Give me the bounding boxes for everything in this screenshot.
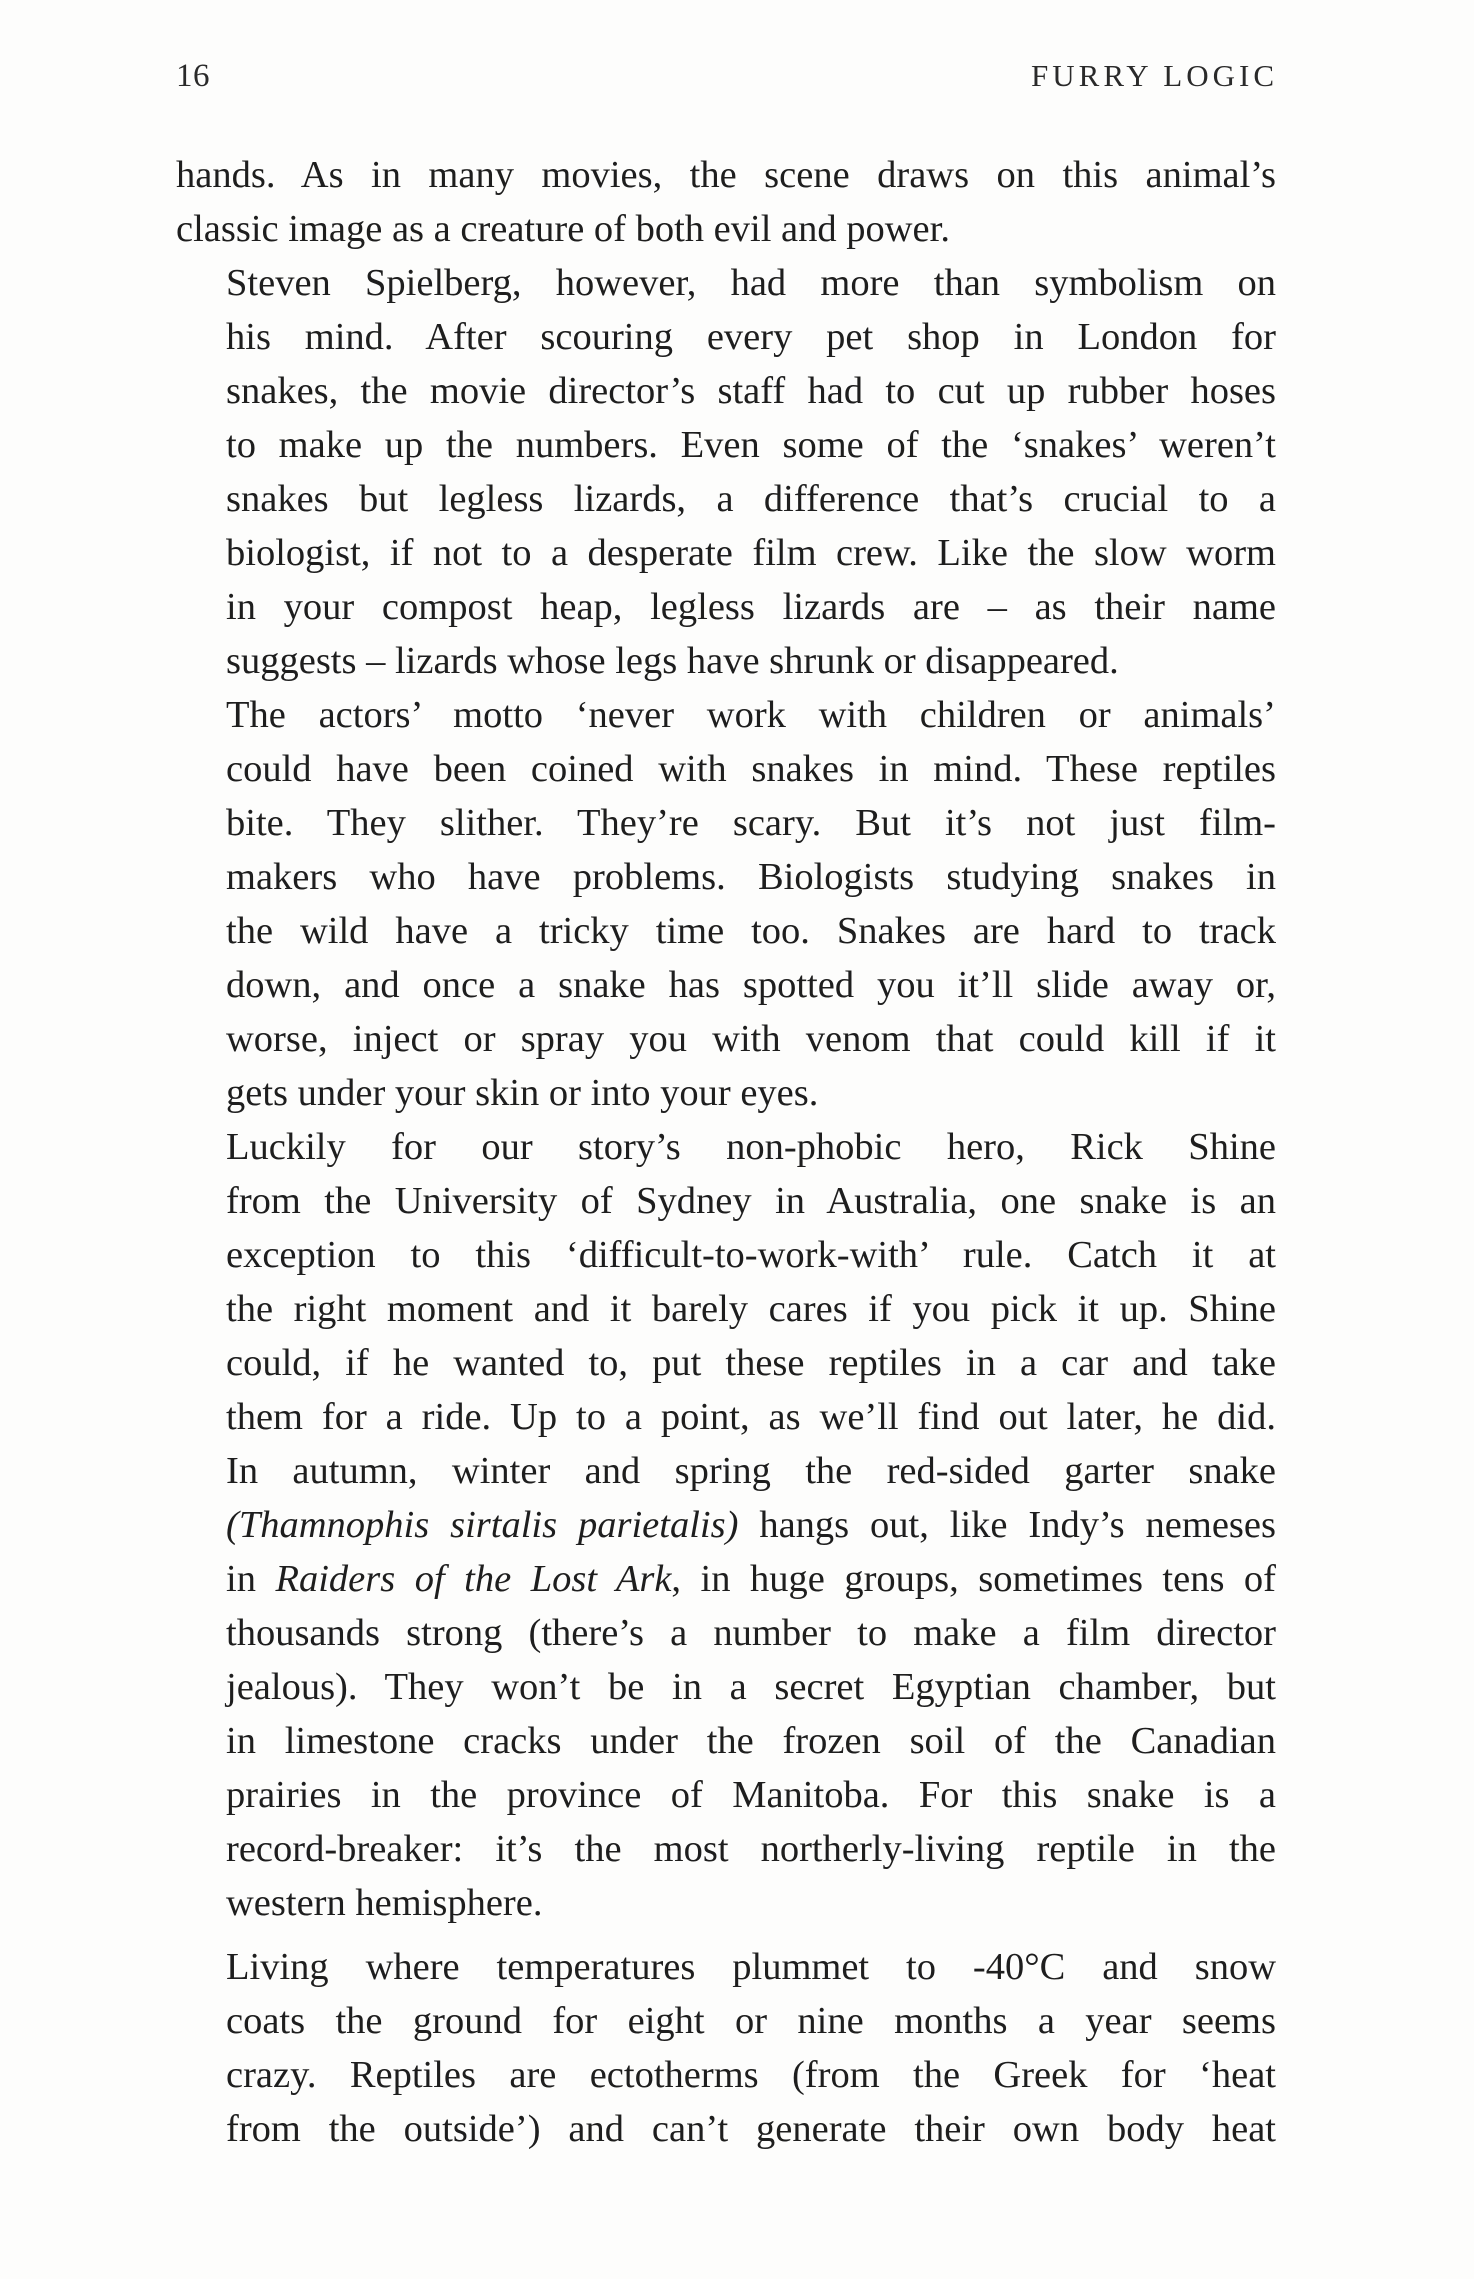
text-line: the wild have a tricky time too. Snakes are hard to track (226, 910, 1276, 952)
text-line: biologist, if not to a desperate film crew. Like the slow worm (226, 532, 1276, 574)
page-number: 16 (176, 58, 210, 94)
text-fragment: hangs out, like Indy’s nemeses (759, 1504, 1276, 1546)
text-line: record-breaker: it’s the most northerly-living reptile in the (226, 1828, 1276, 1870)
text-line: from the University of Sydney in Australia, one snake is an (226, 1180, 1276, 1222)
text-line: makers who have problems. Biologists studying snakes in (226, 856, 1276, 898)
text-line: down, and once a snake has spotted you it’ll slide away or, (226, 964, 1276, 1006)
species-name: (Thamnophis sirtalis parietalis) (226, 1504, 739, 1546)
text-line: The actors’ motto ‘never work with children or animals’ (226, 694, 1276, 736)
text-line: Living where temperatures plummet to -40°C and snow (226, 1946, 1276, 1988)
text-line: western hemisphere. (226, 1882, 543, 1924)
text-line: hands. As in many movies, the scene draws on this animal’s (176, 154, 1276, 196)
text-line: in limestone cracks under the frozen soil of the Canadian (226, 1720, 1276, 1762)
text-line: jealous). They won’t be in a secret Egyptian chamber, but (226, 1666, 1276, 1708)
text-line: snakes, the movie director’s staff had to cut up rubber hoses (226, 370, 1276, 412)
text-line: In autumn, winter and spring the red-sided garter snake (226, 1450, 1276, 1492)
paragraph (176, 688, 1276, 1120)
text-line: classic image as a creature of both evil and power. (176, 208, 950, 250)
paragraph (176, 256, 1276, 688)
text-fragment: in (226, 1558, 276, 1600)
text-line: worse, inject or spray you with venom that could kill if it (226, 1018, 1276, 1060)
text-line: could have been coined with snakes in mind. These reptiles (226, 748, 1276, 790)
text-line: to make up the numbers. Even some of the ‘snakes’ weren’t (226, 424, 1276, 466)
paragraph (176, 1940, 1276, 2156)
text-fragment: , in huge groups, sometimes tens of (671, 1558, 1277, 1600)
body-text (176, 148, 1276, 2156)
text-line: them for a ride. Up to a point, as we’ll find out later, he did. (226, 1396, 1276, 1438)
text-line (176, 1552, 1276, 1606)
film-title: Raiders of the Lost Ark (275, 1558, 672, 1600)
text-line: coats the ground for eight or nine months a year seems (226, 2000, 1276, 2042)
text-line: gets under your skin or into your eyes. (226, 1072, 819, 1114)
text-line: in your compost heap, legless lizards are – as their name (226, 586, 1276, 628)
text-line: suggests – lizards whose legs have shrunk or disappeared. (226, 640, 1119, 682)
text-line: his mind. After scouring every pet shop in London for (226, 316, 1276, 358)
text-line: thousands strong (there’s a number to make a film director (226, 1612, 1276, 1654)
text-line: crazy. Reptiles are ectotherms (from the Greek for ‘heat (226, 2054, 1276, 2096)
paragraph (176, 1120, 1276, 1930)
text-line: snakes but legless lizards, a difference that’s crucial to a (226, 478, 1276, 520)
text-line: from the outside’) and can’t generate their own body heat (226, 2108, 1276, 2150)
text-line: Luckily for our story’s non-phobic hero, Rick Shine (226, 1126, 1276, 1168)
text-line: exception to this ‘difficult-to-work-with’ rule. Catch it at (226, 1234, 1276, 1276)
text-line: Steven Spielberg, however, had more than symbolism on (226, 262, 1276, 304)
paragraph-continued (176, 148, 1276, 256)
text-line: the right moment and it barely cares if you pick it up. Shine (226, 1288, 1276, 1330)
book-title: FURRY LOGIC (1031, 58, 1278, 93)
text-line: prairies in the province of Manitoba. For this snake is a (226, 1774, 1276, 1816)
text-line (176, 1498, 1276, 1552)
text-line: could, if he wanted to, put these reptiles in a car and take (226, 1342, 1276, 1384)
running-head (176, 58, 1278, 106)
text-line: bite. They slither. They’re scary. But it’s not just film- (226, 802, 1276, 844)
